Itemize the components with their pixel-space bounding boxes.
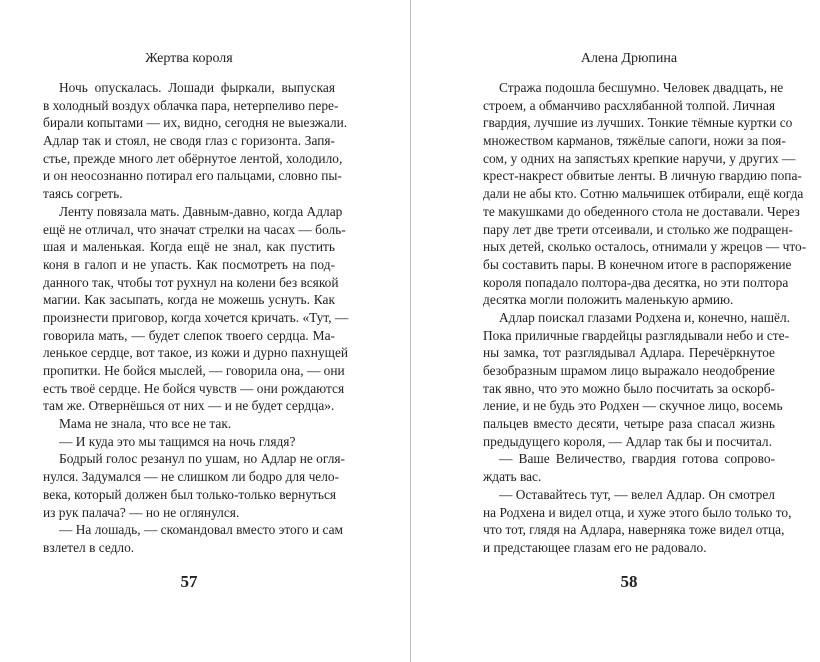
- running-title: Алена Дрюпина: [580, 51, 678, 66]
- text-line: ны замка, тот разглядывал Адлара. Перечёркнутое: [483, 345, 775, 361]
- text-line: говорила мать, — будет слепок твоего сердца. Ма-: [43, 327, 335, 343]
- text-line: предыдущего короля, — Адлар так бы и посчитал.: [483, 433, 772, 449]
- text-line: так явно, что это можно было посчитать за оскорб-: [483, 380, 775, 396]
- text-line: ных детей, сколько осталось, отнимали у жрецов — что-: [483, 239, 807, 255]
- text-line: Бодрый голос резанул по ушам, но Адлар не огля-: [59, 451, 345, 467]
- right-page: [483, 0, 807, 662]
- text-line: безобразным шрамом лицо выражало неодобрение: [483, 363, 775, 378]
- text-line: десятка могли положить маленькую армию.: [483, 292, 734, 308]
- text-line: — И куда это мы тащимся на ночь глядя?: [59, 433, 296, 449]
- text-line: коня в галоп и не упасть. Как посмотреть на под-: [43, 256, 335, 272]
- text-line: — Ваше Величество, гвардия готова сопрово-: [499, 451, 775, 467]
- text-line: Стража подошла бесшумно. Человек двадцать, не: [499, 80, 784, 95]
- text-line: таясь согреть.: [43, 186, 123, 202]
- text-line: взлетел в седло.: [43, 539, 135, 555]
- text-line: те макушками до обеденного стола не доставали. Через: [483, 203, 800, 219]
- page-body: [43, 79, 349, 557]
- text-line: множеством карманов, тяжёлые сапоги, ножи за поя-: [483, 133, 786, 149]
- text-line: в холодный воздух облачка пара, нетерпеливо пере-: [43, 97, 339, 113]
- text-line: и он неосознанно потирал его пальцами, словно пы-: [43, 168, 342, 184]
- text-line: данного так, чтобы тот рухнул на колени без всякой: [43, 274, 339, 290]
- text-line: гвардия, лучшие из лучших. Тонкие тёмные куртки со: [483, 115, 793, 131]
- text-line: короля попадало полтора-два десятка, но эти полтора: [483, 274, 789, 290]
- text-line: произнести приговор, когда хочется кричать. «Тут, —: [43, 309, 349, 325]
- text-line: что тот, глядя на Адлара, наверняка тоже видел отца,: [483, 522, 785, 538]
- text-line: пальцев вместо десяти, четыре раза спасал жизнь: [483, 416, 775, 432]
- text-line: из рук палача? — но не оглянулся.: [43, 504, 240, 520]
- text-line: там же. Отвернёшься от них — и не будет сердца».: [43, 398, 335, 414]
- text-line: бы составить пары. В конечном итоге в распоряжение: [483, 256, 792, 272]
- text-line: на Родхена и видел отца, и хуже этого было только то,: [483, 504, 792, 520]
- text-line: сом, у одних на запястьях крепкие наручи, у других —: [483, 150, 796, 166]
- text-line: Пока приличные гвардейцы разглядывали небо и сте-: [483, 327, 790, 343]
- text-line: крест-накрест обвитые ленты. В личную гвардию попа-: [483, 168, 802, 184]
- text-line: Адлар так и стоял, не сводя глаз с горизонта. Запя-: [43, 133, 335, 149]
- text-line: и предстающее глазам его не радовало.: [483, 539, 707, 555]
- text-line: нулся. Задумался — не слишком ли бодро для чело-: [43, 469, 340, 485]
- text-line: века, который должен был только-только вернуться: [43, 486, 337, 502]
- text-line: ленькое сердце, вот такое, из кожи и дурно пахнущей: [43, 345, 349, 361]
- text-line: Мама не знала, что все не так.: [59, 416, 232, 432]
- text-line: пару лет две трети отсеивали, и столько же подращен-: [483, 221, 793, 237]
- text-line: магии. Как засыпать, когда не можешь уснуть. Как: [43, 292, 335, 308]
- text-line: Ночь опускалась. Лошади фыркали, выпуская: [59, 80, 335, 95]
- page-number: 58: [620, 572, 638, 591]
- text-line: ление, и не будь это Родхен — скучное лицо, восемь: [483, 398, 783, 414]
- book-gutter-divider: [410, 0, 411, 662]
- text-line: стье, прежде много лет обёрнутое лентой, холодило,: [43, 150, 343, 166]
- page-body: [483, 79, 807, 557]
- text-line: пропитки. Не бойся мыслей, — говорила она, — они: [43, 363, 345, 378]
- text-line: — На лошадь, — скомандовал вместо этого и сам: [59, 522, 343, 538]
- text-line: — Оставайтесь тут, — велел Адлар. Он смотрел: [499, 486, 775, 502]
- running-title: Жертва короля: [145, 51, 233, 66]
- text-line: Ленту повязала мать. Давным-давно, когда Адлар: [59, 203, 343, 219]
- page-number: 57: [180, 572, 198, 591]
- text-line: ещё не отличал, что значат стрелки на часах — боль-: [43, 221, 346, 237]
- text-line: строем, а обманчиво расхлябанной толпой. Личная: [483, 97, 776, 113]
- left-page: [43, 0, 349, 662]
- text-line: ждать вас.: [483, 469, 542, 485]
- text-line: дали не абы кто. Сотню мальчишек отбирали, ещё когда: [483, 186, 804, 202]
- text-line: Адлар поискал глазами Родхена и, конечно, нашёл.: [499, 309, 791, 325]
- text-line: бирали копытами — их, видно, сегодня не выезжали.: [43, 115, 348, 131]
- text-line: есть твоё сердце. Не бойся чувств — они рождаются: [43, 380, 345, 396]
- text-line: шая и маленькая. Когда ещё не знал, как пустить: [43, 239, 335, 255]
